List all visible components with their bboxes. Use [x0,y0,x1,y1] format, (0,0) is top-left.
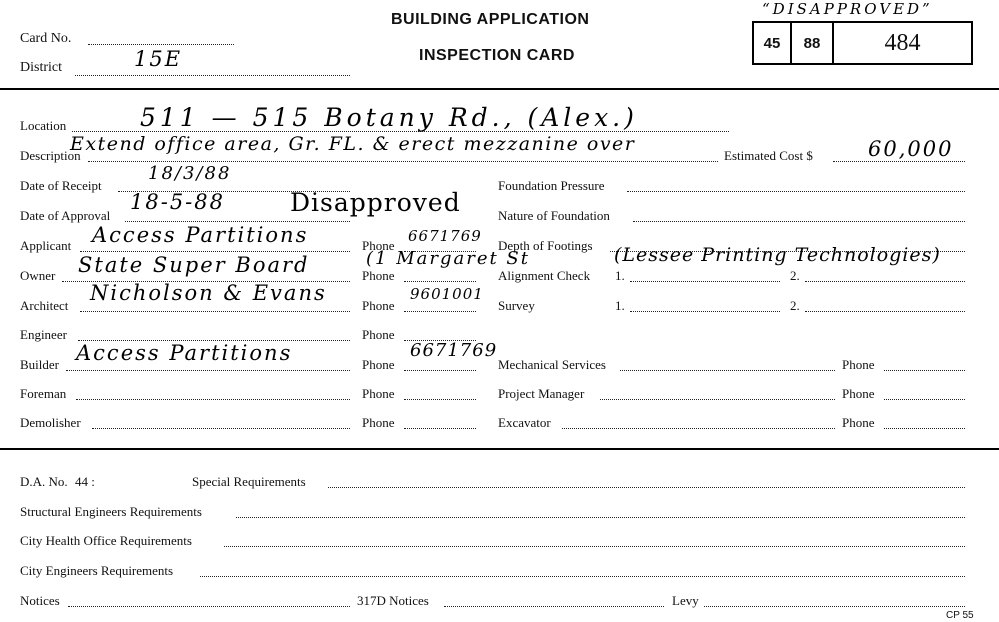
mechanical-phone-field[interactable] [884,370,965,371]
survey-2-field[interactable] [805,311,965,312]
foreman-phone-label: Phone [362,386,395,401]
disapproved-note: Disapproved [290,188,461,217]
survey-2-label: 2. [790,298,800,313]
depth-footings-label: Depth of Footings [498,238,593,253]
applicant-field[interactable] [80,251,350,252]
header-divider [0,88,999,90]
card-number-b: 88 [803,34,821,52]
owner-value: State Super Board [78,253,310,277]
nature-foundation-label: Nature of Foundation [498,208,610,223]
location-value: 511 — 515 Botany Rd., (Alex.) [140,103,638,132]
foreman-field[interactable] [76,399,350,400]
card-number-box [752,21,973,65]
mechanical-phone-label: Phone [842,357,875,372]
demolisher-phone-field[interactable] [404,428,476,429]
demolisher-label: Demolisher [20,415,81,430]
survey-1-field[interactable] [630,311,780,312]
health-requirements-label: City Health Office Requirements [20,533,192,548]
alignment-check-1-field[interactable] [630,281,780,282]
special-requirements-label: Special Requirements [192,474,306,489]
da-no-value: 44 : [75,474,95,489]
notices-label: Notices [20,593,60,608]
notices-317d-label: 317D Notices [357,593,429,608]
applicant-phone-value: 6671769 [408,227,482,245]
owner-phone-value: (1 Margaret St [366,248,530,269]
excavator-field[interactable] [562,428,835,429]
owner-phone-field[interactable] [404,281,476,282]
health-requirements-field[interactable] [224,546,965,547]
description-value: Extend office area, Gr. FL. & erect mezzanine over [70,133,636,155]
mechanical-services-field[interactable] [620,370,835,371]
project-manager-phone-field[interactable] [884,399,965,400]
owner-phone-label: Phone [362,268,395,283]
builder-phone-field[interactable] [404,370,476,371]
form-title-line2: INSPECTION CARD [419,47,575,64]
mechanical-services-label: Mechanical Services [498,357,606,372]
card-number-a: 45 [763,34,781,52]
alignment-check-2-label: 2. [790,268,800,283]
form-code: CP 55 [946,610,974,621]
foreman-label: Foreman [20,386,67,401]
district-value: 15E [134,47,183,71]
structural-requirements-label: Structural Engineers Requirements [20,504,202,519]
architect-value: Nicholson & Evans [90,281,327,305]
notices-field[interactable] [68,606,350,607]
district-label: District [20,60,62,75]
form-title-line1: BUILDING APPLICATION [391,11,590,28]
section-divider [0,448,999,450]
alignment-check-1-label: 1. [615,268,625,283]
disapproved-stamp: “DISAPPROVED” [762,0,933,18]
builder-label: Builder [20,357,59,372]
da-no-label: D.A. No. [20,474,68,489]
applicant-value: Access Partitions [92,223,309,247]
date-approval-label: Date of Approval [20,208,111,223]
levy-label: Levy [672,593,699,608]
excavator-phone-field[interactable] [884,428,965,429]
notices-317d-field[interactable] [444,606,664,607]
foundation-pressure-field[interactable] [627,191,965,192]
nature-foundation-field[interactable] [633,221,965,222]
architect-phone-value: 9601001 [410,285,484,303]
foundation-pressure-label: Foundation Pressure [498,178,605,193]
date-receipt-label: Date of Receipt [20,178,102,193]
architect-phone-label: Phone [362,298,395,313]
engineer-label: Engineer [20,327,67,342]
alignment-check-label: Alignment Check [498,268,591,283]
owner-label: Owner [20,268,56,283]
project-manager-phone-label: Phone [842,386,875,401]
project-manager-label: Project Manager [498,386,585,401]
district-field[interactable] [75,75,350,76]
builder-value: Access Partitions [76,341,293,365]
foreman-phone-field[interactable] [404,399,476,400]
date-receipt-value: 18/3/88 [148,163,232,184]
estimated-cost-label: Estimated Cost $ [724,148,813,163]
description-field[interactable] [88,161,718,162]
card-no-field[interactable] [88,44,234,45]
levy-field[interactable] [704,606,965,607]
demolisher-field[interactable] [92,428,350,429]
estimated-cost-value: 60,000 [868,137,954,161]
excavator-label: Excavator [498,415,551,430]
builder-phone-label: Phone [362,357,395,372]
date-approval-field[interactable] [125,221,350,222]
structural-requirements-field[interactable] [236,517,965,518]
architect-field[interactable] [80,311,350,312]
builder-phone-value: 6671769 [410,340,498,361]
project-manager-field[interactable] [600,399,835,400]
engineer-phone-label: Phone [362,327,395,342]
excavator-phone-label: Phone [842,415,875,430]
demolisher-phone-label: Phone [362,415,395,430]
applicant-label: Applicant [20,238,72,253]
special-requirements-field[interactable] [328,487,965,488]
lessee-note: (Lessee Printing Technologies) [614,244,941,266]
date-approval-value: 18-5-88 [130,190,225,214]
applicant-phone-label: Phone [362,238,395,253]
card-number-c: 484 [884,29,921,56]
survey-label: Survey [498,298,535,313]
builder-field[interactable] [66,370,350,371]
alignment-check-2-field[interactable] [805,281,965,282]
city-engineers-requirements-field[interactable] [200,576,965,577]
description-label: Description [20,148,81,163]
card-no-label: Card No. [20,31,72,46]
city-engineers-requirements-label: City Engineers Requirements [20,563,174,578]
location-label: Location [20,118,67,133]
survey-1-label: 1. [615,298,625,313]
estimated-cost-field[interactable] [833,161,965,162]
architect-phone-field[interactable] [404,311,476,312]
architect-label: Architect [20,298,69,313]
